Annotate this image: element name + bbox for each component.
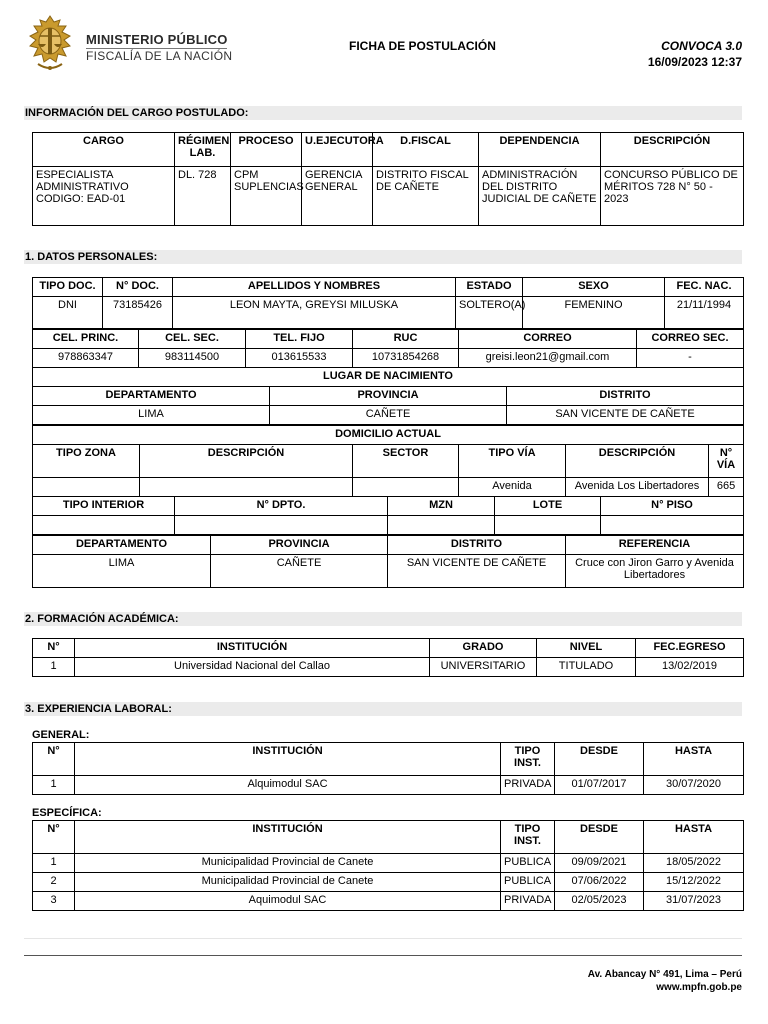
via-descripcion-header: DESCRIPCIÓN <box>566 445 709 478</box>
esp-institucion-value: Aquimodul SAC <box>75 892 501 911</box>
fec-nac-header: FEC. NAC. <box>665 278 744 297</box>
gen-num-header: N° <box>33 743 75 776</box>
dom-distrito-value: SAN VICENTE DE CAÑETE <box>388 555 566 588</box>
esp-institucion-value: Municipalidad Provincial de Canete <box>75 854 501 873</box>
zona-descripcion-header: DESCRIPCIÓN <box>140 445 353 478</box>
estado-value: SOLTERO(A) <box>456 297 523 329</box>
mzn-value <box>388 516 495 535</box>
edu-grado-header: GRADO <box>430 639 537 658</box>
num-dpto-header: N° DPTO. <box>175 497 388 516</box>
section-cargo-title: INFORMACIÓN DEL CARGO POSTULADO: <box>24 106 742 120</box>
table-row <box>33 776 744 795</box>
esp-hasta-value: 31/07/2023 <box>644 892 744 911</box>
edu-num-header: N° <box>33 639 75 658</box>
gen-hasta-header: HASTA <box>644 743 744 776</box>
dom-departamento-header: DEPARTAMENTO <box>33 536 211 555</box>
gen-institucion-value: Alquimodul SAC <box>75 776 501 795</box>
fec-nac-value: 21/11/1994 <box>665 297 744 329</box>
section-formacion-title: 2. FORMACIÓN ACADÉMICA: <box>24 612 742 626</box>
esp-num-value: 2 <box>33 873 75 892</box>
section-experiencia-title: 3. EXPERIENCIA LABORAL: <box>24 702 742 716</box>
correo-sec-value: - <box>637 349 744 368</box>
referencia-header: REFERENCIA <box>566 536 744 555</box>
nac-distrito-value: SAN VICENTE DE CAÑETE <box>507 406 744 425</box>
footer-address: Av. Abancay N° 491, Lima – Perú <box>587 969 742 980</box>
gen-hasta-value: 30/07/2020 <box>644 776 744 795</box>
tipo-via-header: TIPO VÍA <box>459 445 566 478</box>
nac-distrito-header: DISTRITO <box>507 387 744 406</box>
sector-value <box>353 478 459 497</box>
specific-experience-table <box>32 820 744 911</box>
nac-provincia-header: PROVINCIA <box>270 387 507 406</box>
dependencia-header: DEPENDENCIA <box>479 133 601 167</box>
descripcion-header: DESCRIPCIÓN <box>601 133 744 167</box>
num-doc-value: 73185426 <box>103 297 173 329</box>
correo-sec-header: CORREO SEC. <box>637 330 744 349</box>
general-experience-label: GENERAL: <box>32 729 90 741</box>
birthplace-title: LUGAR DE NACIMIENTO <box>33 368 744 387</box>
general-experience-table <box>32 742 744 795</box>
esp-tipo-value: PUBLICA <box>501 854 555 873</box>
dfiscal-value: DISTRITO FISCAL DE CAÑETE <box>373 167 479 226</box>
tipo-interior-value <box>33 516 175 535</box>
esp-num-value: 3 <box>33 892 75 911</box>
correo-value: greisi.leon21@gmail.com <box>459 349 637 368</box>
num-doc-header: N° DOC. <box>103 278 173 297</box>
esp-tipo-value: PUBLICA <box>501 873 555 892</box>
tipo-via-value: Avenida <box>459 478 566 497</box>
gen-tipo-header: TIPO INST. <box>501 743 555 776</box>
esp-num-header: N° <box>33 821 75 854</box>
table-row <box>33 854 744 873</box>
gen-tipo-value: PRIVADA <box>501 776 555 795</box>
proceso-value: CPM SUPLENCIAS <box>231 167 302 226</box>
esp-hasta-header: HASTA <box>644 821 744 854</box>
via-descripcion-value: Avenida Los Libertadores <box>566 478 709 497</box>
sexo-header: SEXO <box>523 278 665 297</box>
dependencia-value: ADMINISTRACIÓN DEL DISTRITO JUDICIAL DE CAÑETE <box>479 167 601 226</box>
estado-header: ESTADO <box>456 278 523 297</box>
edu-nivel-header: NIVEL <box>537 639 636 658</box>
domicile-title: DOMICILIO ACTUAL <box>33 426 744 445</box>
esp-num-value: 1 <box>33 854 75 873</box>
tipo-interior-header: TIPO INTERIOR <box>33 497 175 516</box>
esp-hasta-value: 18/05/2022 <box>644 854 744 873</box>
brand-name: MINISTERIO PÚBLICO <box>86 32 228 47</box>
ruc-value: 10731854268 <box>353 349 459 368</box>
birthplace-table <box>32 367 744 425</box>
lote-header: LOTE <box>495 497 601 516</box>
section-personales-title: 1. DATOS PERSONALES: <box>24 250 742 264</box>
esp-desde-value: 09/09/2021 <box>555 854 644 873</box>
edu-grado-value: UNIVERSITARIO <box>430 658 537 677</box>
edu-egreso-header: FEC.EGRESO <box>636 639 744 658</box>
gen-institucion-header: INSTITUCIÓN <box>75 743 501 776</box>
sector-header: SECTOR <box>353 445 459 478</box>
nombres-value: LEON MAYTA, GREYSI MILUSKA <box>173 297 456 329</box>
referencia-value: Cruce con Jiron Garro y Avenida Libertadores <box>566 555 744 588</box>
tipo-zona-value <box>33 478 140 497</box>
cel-princ-value: 978863347 <box>33 349 139 368</box>
regimen-value: DL. 728 <box>175 167 231 226</box>
nac-departamento-value: LIMA <box>33 406 270 425</box>
footer-contact <box>588 968 742 994</box>
dfiscal-header: D.FISCAL <box>373 133 479 167</box>
esp-tipo-header: TIPO INST. <box>501 821 555 854</box>
convoca-version: CONVOCA 3.0 <box>661 39 742 53</box>
document-title: FICHA DE POSTULACIÓN <box>349 39 496 53</box>
nombres-header: APELLIDOS Y NOMBRES <box>173 278 456 297</box>
cel-sec-value: 983114500 <box>139 349 246 368</box>
num-piso-value <box>601 516 744 535</box>
descripcion-value: CONCURSO PÚBLICO DE MÉRITOS 728 N° 50 - 2023 <box>601 167 744 226</box>
gen-desde-value: 01/07/2017 <box>555 776 644 795</box>
interior-table <box>32 496 744 535</box>
institution-logo <box>24 14 234 76</box>
gen-desde-header: DESDE <box>555 743 644 776</box>
cel-princ-header: CEL. PRINC. <box>33 330 139 349</box>
num-dpto-value <box>175 516 388 535</box>
table-row <box>33 658 744 677</box>
tipo-zona-header: TIPO ZONA <box>33 445 140 478</box>
esp-tipo-value: PRIVADA <box>501 892 555 911</box>
num-via-value: 665 <box>709 478 744 497</box>
correo-header: CORREO <box>459 330 637 349</box>
edu-egreso-value: 13/02/2019 <box>636 658 744 677</box>
personal-id-table <box>32 277 744 329</box>
mzn-header: MZN <box>388 497 495 516</box>
cargo-value: ESPECIALISTA ADMINISTRATIVO CODIGO: EAD-01 <box>33 167 175 226</box>
esp-desde-header: DESDE <box>555 821 644 854</box>
footer-divider-light <box>24 938 742 939</box>
num-piso-header: N° PISO <box>601 497 744 516</box>
document-datetime: 16/09/2023 12:37 <box>647 55 742 69</box>
num-via-header: N° VÍA <box>709 445 744 478</box>
tel-fijo-header: TEL. FIJO <box>246 330 353 349</box>
brand-subtitle: FISCALÍA DE LA NACIÓN <box>86 49 233 63</box>
domicile-table <box>32 425 744 497</box>
uejecutora-header: U.EJECUTORA <box>302 133 373 167</box>
cargo-header: CARGO <box>33 133 175 167</box>
education-table <box>32 638 744 677</box>
esp-institucion-header: INSTITUCIÓN <box>75 821 501 854</box>
esp-institucion-value: Municipalidad Provincial de Canete <box>75 873 501 892</box>
lote-value <box>495 516 601 535</box>
edu-institucion-value: Universidad Nacional del Callao <box>75 658 430 677</box>
cel-sec-header: CEL. SEC. <box>139 330 246 349</box>
footer-website: www.mpfn.gob.pe <box>656 982 742 993</box>
dom-provincia-header: PROVINCIA <box>211 536 388 555</box>
nac-provincia-value: CAÑETE <box>270 406 507 425</box>
footer-divider <box>24 955 742 956</box>
table-row <box>33 873 744 892</box>
ruc-header: RUC <box>353 330 459 349</box>
edu-num-value: 1 <box>33 658 75 677</box>
dom-provincia-value: CAÑETE <box>211 555 388 588</box>
edu-institucion-header: INSTITUCIÓN <box>75 639 430 658</box>
esp-desde-value: 02/05/2023 <box>555 892 644 911</box>
zona-descripcion-value <box>140 478 353 497</box>
uejecutora-value: GERENCIA GENERAL <box>302 167 373 226</box>
residence-table <box>32 535 744 588</box>
personal-contact-table <box>32 329 744 368</box>
sexo-value: FEMENINO <box>523 297 665 329</box>
specific-experience-label: ESPECÍFICA: <box>32 807 102 819</box>
gen-num-value: 1 <box>33 776 75 795</box>
tipo-doc-header: TIPO DOC. <box>33 278 103 297</box>
esp-desde-value: 07/06/2022 <box>555 873 644 892</box>
edu-nivel-value: TITULADO <box>537 658 636 677</box>
table-row <box>33 892 744 911</box>
dom-departamento-value: LIMA <box>33 555 211 588</box>
nac-departamento-header: DEPARTAMENTO <box>33 387 270 406</box>
proceso-header: PROCESO <box>231 133 302 167</box>
dom-distrito-header: DISTRITO <box>388 536 566 555</box>
page-header <box>24 14 744 78</box>
regimen-header: RÉGIMEN LAB. <box>175 133 231 167</box>
tel-fijo-value: 013615533 <box>246 349 353 368</box>
tipo-doc-value: DNI <box>33 297 103 329</box>
cargo-table <box>32 132 744 226</box>
esp-hasta-value: 15/12/2022 <box>644 873 744 892</box>
coat-of-arms-icon <box>24 14 76 74</box>
